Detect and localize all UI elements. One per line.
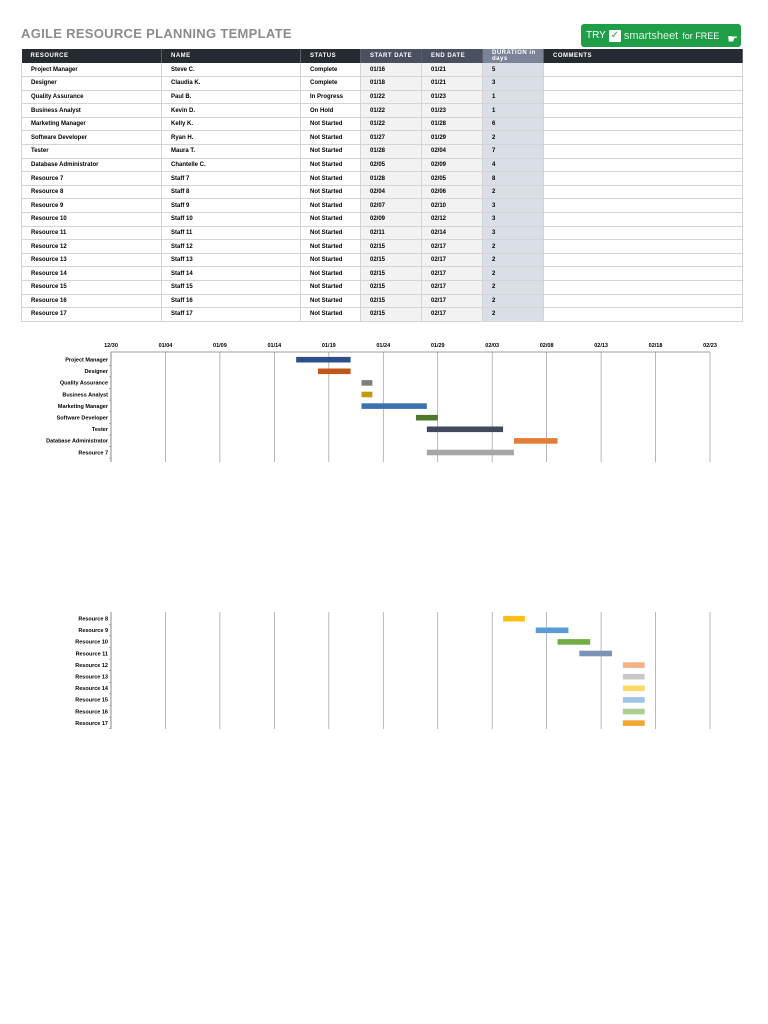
checkmark-icon: ✓ — [610, 29, 620, 41]
gantt-bar — [416, 415, 438, 421]
cell-resource[interactable]: Resource 9 — [22, 199, 162, 213]
task-label: Resource 9 — [78, 628, 108, 635]
cell-resource[interactable]: Resource 14 — [22, 267, 162, 281]
cell-status[interactable]: Not Started — [301, 240, 361, 254]
task-label: Resource 16 — [75, 709, 108, 716]
gantt-bar — [623, 709, 645, 715]
cell-duration[interactable]: 1 — [483, 104, 544, 118]
col-header-duration: DURATION in days — [483, 49, 544, 63]
cell-name[interactable]: Staff 17 — [162, 308, 301, 322]
cell-name[interactable]: Chantelle C. — [162, 158, 301, 172]
cell-end-date[interactable]: 01/23 — [422, 104, 483, 118]
x-tick-label: 02/13 — [594, 343, 608, 349]
cell-status[interactable]: Not Started — [301, 281, 361, 295]
col-header-end-date: END DATE — [422, 49, 483, 63]
gantt-bar — [536, 628, 569, 634]
cell-name[interactable]: Staff 16 — [162, 294, 301, 308]
cell-duration[interactable]: 6 — [483, 117, 544, 131]
cell-start-date[interactable]: 02/15 — [361, 294, 422, 308]
gantt-bar — [623, 674, 645, 680]
cell-name[interactable]: Maura T. — [162, 145, 301, 159]
task-label: Resource 8 — [78, 616, 108, 623]
task-label: Resource 12 — [75, 662, 108, 669]
col-header-name: NAME — [162, 49, 301, 63]
task-label: Resource 14 — [75, 686, 108, 693]
gantt-bar — [558, 639, 591, 645]
cell-start-date[interactable]: 02/05 — [361, 158, 422, 172]
gantt-bar — [318, 369, 351, 375]
cell-end-date[interactable]: 02/17 — [422, 281, 483, 295]
cell-duration[interactable]: 3 — [483, 199, 544, 213]
cell-end-date[interactable]: 02/14 — [422, 226, 483, 240]
cell-resource[interactable]: Marketing Manager — [22, 117, 162, 131]
cell-resource[interactable]: Resource 8 — [22, 185, 162, 199]
cell-start-date[interactable]: 02/15 — [361, 240, 422, 254]
cell-name[interactable]: Kelly K. — [162, 117, 301, 131]
cell-name[interactable]: Staff 11 — [162, 226, 301, 240]
cell-resource[interactable]: Resource 11 — [22, 226, 162, 240]
x-tick-label: 01/14 — [267, 343, 282, 349]
gantt-bar — [623, 697, 645, 703]
cell-end-date[interactable]: 02/04 — [422, 145, 483, 159]
promo-free-label: for FREE — [682, 30, 720, 41]
page-title: AGILE RESOURCE PLANNING TEMPLATE — [21, 26, 292, 41]
x-tick-label: 01/19 — [321, 343, 336, 349]
cell-duration[interactable]: 3 — [483, 226, 544, 240]
task-label: Resource 7 — [78, 450, 108, 457]
cell-status[interactable]: Complete — [301, 77, 361, 91]
task-label: Quality Assurance — [59, 380, 108, 387]
cell-start-date[interactable]: 01/22 — [361, 104, 422, 118]
cell-name[interactable]: Paul B. — [162, 90, 301, 104]
cell-end-date[interactable]: 02/17 — [422, 294, 483, 308]
task-label: Resource 17 — [75, 720, 108, 727]
cell-duration[interactable]: 8 — [483, 172, 544, 186]
cell-name[interactable]: Ryan H. — [162, 131, 301, 145]
cell-name[interactable]: Kevin D. — [162, 104, 301, 118]
x-tick-label: 02/23 — [703, 343, 717, 349]
gantt-bar — [427, 450, 514, 456]
task-label: Business Analyst — [62, 392, 108, 399]
task-label: Project Manager — [65, 357, 108, 364]
x-tick-label: 02/03 — [485, 343, 500, 349]
cell-name[interactable]: Steve C. — [162, 63, 301, 77]
task-label: Database Administrator — [46, 438, 108, 445]
cell-resource[interactable]: Project Manager — [22, 63, 162, 77]
cell-resource[interactable]: Resource 15 — [22, 281, 162, 295]
cell-status[interactable]: Not Started — [301, 145, 361, 159]
cell-name[interactable]: Claudia K. — [162, 77, 301, 91]
gantt-bar — [427, 427, 503, 433]
cell-end-date[interactable]: 02/17 — [422, 240, 483, 254]
col-header-resource: RESOURCE — [22, 49, 162, 63]
cell-resource[interactable]: Software Developer — [22, 131, 162, 145]
cell-duration[interactable]: 4 — [483, 158, 544, 172]
cell-start-date[interactable]: 01/22 — [361, 90, 422, 104]
cell-duration[interactable]: 2 — [483, 294, 544, 308]
cell-status[interactable]: In Progress — [301, 90, 361, 104]
cell-name[interactable]: Staff 7 — [162, 172, 301, 186]
cell-duration[interactable]: 2 — [483, 240, 544, 254]
cell-end-date[interactable]: 02/10 — [422, 199, 483, 213]
x-tick-label: 02/08 — [539, 343, 554, 349]
cell-duration[interactable]: 3 — [483, 77, 544, 91]
cell-end-date[interactable]: 02/17 — [422, 253, 483, 267]
task-label: Resource 11 — [75, 651, 108, 658]
x-tick-label: 01/24 — [376, 343, 391, 349]
x-tick-label: 01/29 — [430, 343, 445, 349]
cell-status[interactable]: Not Started — [301, 253, 361, 267]
cell-resource[interactable]: Database Administrator — [22, 158, 162, 172]
cell-duration[interactable]: 2 — [483, 131, 544, 145]
cell-status[interactable]: Not Started — [301, 131, 361, 145]
cell-status[interactable]: Complete — [301, 63, 361, 77]
task-label: Resource 10 — [75, 639, 108, 646]
cell-end-date[interactable]: 02/17 — [422, 267, 483, 281]
cell-duration[interactable]: 3 — [483, 213, 544, 227]
cell-name[interactable]: Staff 9 — [162, 199, 301, 213]
cell-start-date[interactable]: 02/07 — [361, 199, 422, 213]
cell-name[interactable]: Staff 10 — [162, 213, 301, 227]
cell-resource[interactable]: Quality Assurance — [22, 90, 162, 104]
cell-name[interactable]: Staff 12 — [162, 240, 301, 254]
col-header-status: STATUS — [301, 49, 361, 63]
cell-start-date[interactable]: 01/28 — [361, 145, 422, 159]
gantt-bar — [623, 686, 645, 692]
gantt-bar — [361, 392, 372, 398]
cell-end-date[interactable]: 02/06 — [422, 185, 483, 199]
cell-duration[interactable]: 2 — [483, 185, 544, 199]
promo-brand-label: smartsheet — [623, 29, 679, 42]
gantt-bar — [514, 438, 558, 444]
cell-name[interactable]: Staff 13 — [162, 253, 301, 267]
x-tick-label: 01/04 — [158, 343, 173, 349]
hand-pointer-icon: ☛ — [727, 32, 738, 46]
cell-end-date[interactable]: 02/05 — [422, 172, 483, 186]
gantt-bar — [296, 357, 350, 363]
cell-status[interactable]: Not Started — [301, 267, 361, 281]
gantt-bar — [361, 403, 426, 409]
cell-start-date[interactable]: 02/11 — [361, 226, 422, 240]
cell-resource[interactable]: Business Analyst — [22, 104, 162, 118]
col-header-start-date: START DATE — [361, 49, 422, 63]
task-label: Resource 15 — [75, 697, 108, 704]
task-label: Tester — [91, 427, 108, 434]
gantt-bar — [579, 651, 612, 657]
cell-end-date[interactable]: 01/29 — [422, 131, 483, 145]
cell-start-date[interactable]: 01/16 — [361, 63, 422, 77]
gantt-bar — [623, 662, 645, 668]
cell-start-date[interactable]: 01/18 — [361, 77, 422, 91]
cell-duration[interactable]: 2 — [483, 267, 544, 281]
cell-status[interactable]: Not Started — [301, 172, 361, 186]
cell-status[interactable]: On Hold — [301, 104, 361, 118]
cell-duration[interactable]: 1 — [483, 90, 544, 104]
cell-start-date[interactable]: 02/15 — [361, 267, 422, 281]
task-label: Resource 13 — [75, 674, 108, 681]
cell-duration[interactable]: 2 — [483, 281, 544, 295]
cell-name[interactable]: Staff 15 — [162, 281, 301, 295]
cell-end-date[interactable]: 01/21 — [422, 63, 483, 77]
cell-status[interactable]: Not Started — [301, 158, 361, 172]
cell-resource[interactable]: Resource 7 — [22, 172, 162, 186]
cell-end-date[interactable]: 01/28 — [422, 117, 483, 131]
x-tick-label: 12/30 — [104, 343, 118, 349]
cell-duration[interactable]: 7 — [483, 145, 544, 159]
task-label: Designer — [84, 369, 108, 376]
col-header-comments: COMMENTS — [544, 49, 743, 63]
cell-end-date[interactable]: 02/17 — [422, 308, 483, 322]
task-label: Marketing Manager — [57, 403, 108, 410]
cell-status[interactable]: Not Started — [301, 185, 361, 199]
cell-start-date[interactable]: 01/27 — [361, 131, 422, 145]
cell-start-date[interactable]: 02/15 — [361, 281, 422, 295]
cell-start-date[interactable]: 01/22 — [361, 117, 422, 131]
gantt-bar — [503, 616, 525, 622]
cell-status[interactable]: Not Started — [301, 308, 361, 322]
cell-start-date[interactable]: 01/28 — [361, 172, 422, 186]
cell-end-date[interactable]: 02/12 — [422, 213, 483, 227]
cell-end-date[interactable]: 02/09 — [422, 158, 483, 172]
cell-resource[interactable]: Resource 12 — [22, 240, 162, 254]
cell-resource[interactable]: Resource 13 — [22, 253, 162, 267]
cell-start-date[interactable]: 02/04 — [361, 185, 422, 199]
cell-name[interactable]: Staff 8 — [162, 185, 301, 199]
cell-status[interactable]: Not Started — [301, 117, 361, 131]
task-label: Software Developer — [56, 415, 108, 422]
cell-status[interactable]: Not Started — [301, 226, 361, 240]
cell-name[interactable]: Staff 14 — [162, 267, 301, 281]
cell-duration[interactable]: 2 — [483, 253, 544, 267]
cell-duration[interactable]: 2 — [483, 308, 544, 322]
x-tick-label: 02/18 — [648, 343, 663, 349]
promo-try-label: TRY — [586, 30, 606, 41]
cell-end-date[interactable]: 01/21 — [422, 77, 483, 91]
cell-start-date[interactable]: 02/09 — [361, 213, 422, 227]
cell-start-date[interactable]: 02/15 — [361, 253, 422, 267]
cell-resource[interactable]: Designer — [22, 77, 162, 91]
cell-end-date[interactable]: 01/23 — [422, 90, 483, 104]
cell-status[interactable]: Not Started — [301, 199, 361, 213]
cell-status[interactable]: Not Started — [301, 294, 361, 308]
cell-resource[interactable]: Tester — [22, 145, 162, 159]
cell-resource[interactable]: Resource 17 — [22, 308, 162, 322]
gantt-bar — [361, 380, 372, 386]
x-tick-label: 01/09 — [213, 343, 227, 349]
gantt-bar — [623, 720, 645, 726]
cell-duration[interactable]: 5 — [483, 63, 544, 77]
cell-status[interactable]: Not Started — [301, 213, 361, 227]
cell-start-date[interactable]: 02/15 — [361, 308, 422, 322]
cell-resource[interactable]: Resource 16 — [22, 294, 162, 308]
cell-resource[interactable]: Resource 10 — [22, 213, 162, 227]
